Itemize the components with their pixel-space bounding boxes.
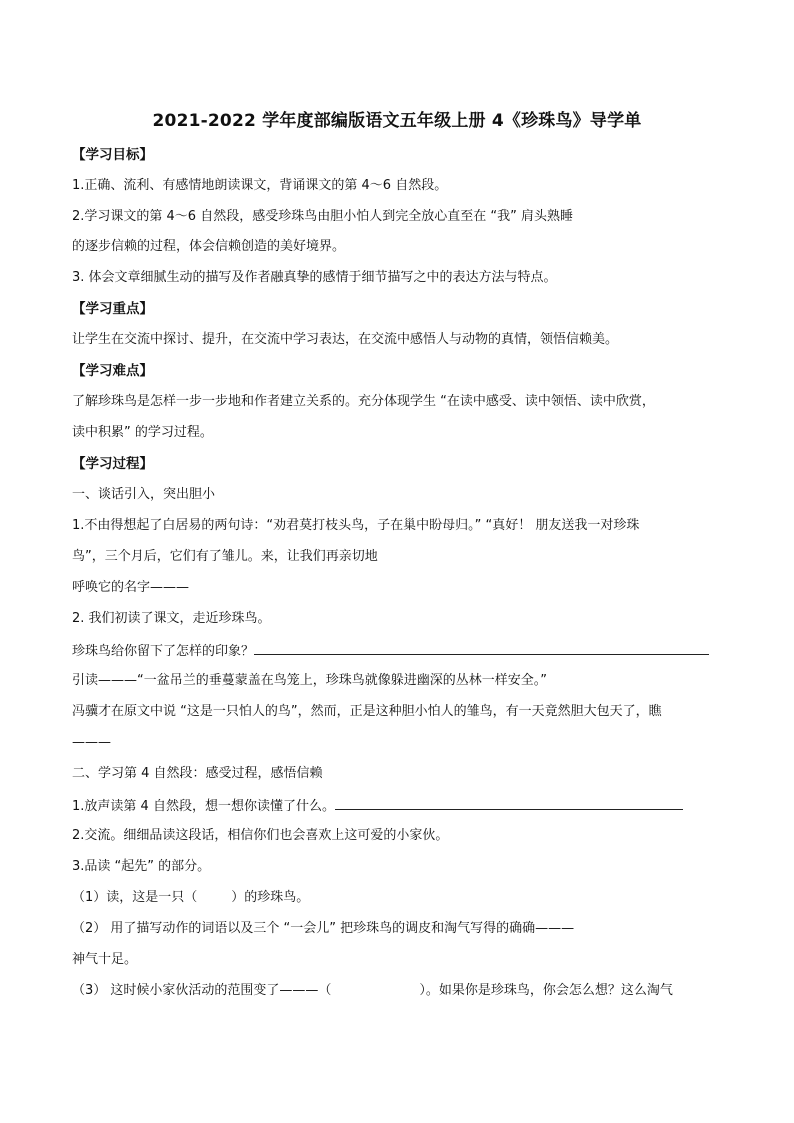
- part-2-item-1: [72, 796, 683, 816]
- difficulty-heading: 【学习难点】: [72, 363, 153, 379]
- difficulty-line-2: 读中积累” 的学习过程。: [72, 425, 213, 440]
- goal-1: 1.正确、流利、有感情地朗读课文，背诵课文的第 4～6 自然段。: [72, 178, 448, 193]
- difficulty-line-1: 了解珍珠鸟是怎样一步一步地和作者建立关系的。充分体现学生 “在读中感受、读中领悟、读中欣赏，: [72, 394, 655, 409]
- feng-quote-line-2: ———: [72, 735, 111, 750]
- goals-heading: 【学习目标】: [72, 147, 153, 163]
- impression-answer-blank[interactable]: [254, 641, 709, 655]
- sub-item-1-text-a: （1）读，这是一只（: [72, 890, 198, 905]
- lead-reading: 引读———“一盆吊兰的垂蔓蒙盖在鸟笼上，珍珠鸟就像躲进幽深的丛林一样安全。”: [72, 673, 547, 688]
- sub-item-1-text-b: ）的珍珠鸟。: [231, 890, 310, 905]
- sub-item-2-line-1: （2） 用了描写动作的词语以及三个 “一会儿” 把珍珠鸟的调皮和淘气写得的确确———: [72, 921, 575, 936]
- part-2-item-1-text: 1.放声读第 4 自然段，想一想你读懂了什么。: [72, 799, 335, 814]
- impression-question-text: 珍珠鸟给你留下了怎样的印象？: [72, 644, 255, 659]
- key-text: 让学生在交流中探讨、提升，在交流中学习表达，在交流中感悟人与动物的真情，领悟信赖美。: [72, 332, 619, 347]
- sub-item-3: [72, 982, 673, 1000]
- goal-2-line-2: 的逐步信赖的过程，体会信赖创造的美好境界。: [72, 239, 346, 254]
- part-2-item-2: 2.交流。细细品读这段话，相信你们也会喜欢上这可爱的小家伙。: [72, 828, 449, 843]
- part-1-item-1-line-1: 1.不由得想起了白居易的两句诗：“劝君莫打枝头鸟，子在巢中盼母归。” “真好！ 朋友送我一对珍珠: [72, 518, 640, 533]
- key-heading: 【学习重点】: [72, 301, 153, 317]
- part-1-title: 一、谈话引入，突出胆小: [72, 487, 216, 502]
- goal-2-line-1: 2.学习课文的第 4～6 自然段，感受珍珠鸟由胆小怕人到完全放心直至在 “我” 肩头熟睡: [72, 209, 573, 224]
- feng-quote-line-1: 冯骥才在原文中说 “这是一只怕人的鸟”，然而，正是这种胆小怕人的雏鸟，有一天竟然胆大包天了，瞧: [72, 704, 662, 719]
- page-title: 2021-2022 学年度部编版语文五年级上册 4《珍珠鸟》导学单: [152, 111, 642, 131]
- part-2-title: 二、学习第 4 自然段：感受过程，感悟信赖: [72, 766, 323, 781]
- goal-3: 3. 体会文章细腻生动的描写及作者融真挚的感情于细节描写之中的表达方法与特点。: [72, 270, 557, 285]
- process-heading: 【学习过程】: [72, 456, 153, 472]
- impression-question: [72, 641, 709, 661]
- part-1-item-1-line-3: 呼唤它的名字———: [72, 580, 190, 595]
- sub-item-3-text-b: ）。如果你是珍珠鸟，你会怎么想？这么淘气: [419, 983, 673, 998]
- part-1-item-2: 2. 我们初读了课文，走近珍珠鸟。: [72, 611, 271, 626]
- part-1-item-1-line-2: 鸟”，三个月后，它们有了雏儿。来，让我们再亲切地: [72, 549, 378, 564]
- sub-item-3-text-a: （3） 这时候小家伙活动的范围变了———（: [72, 983, 332, 998]
- sub-item-2-line-2: 神气十足。: [72, 952, 138, 967]
- part-2-item-3: 3.品读 “起先” 的部分。: [72, 859, 211, 874]
- sub-item-1: [72, 889, 309, 907]
- part-2-answer-blank[interactable]: [335, 796, 683, 810]
